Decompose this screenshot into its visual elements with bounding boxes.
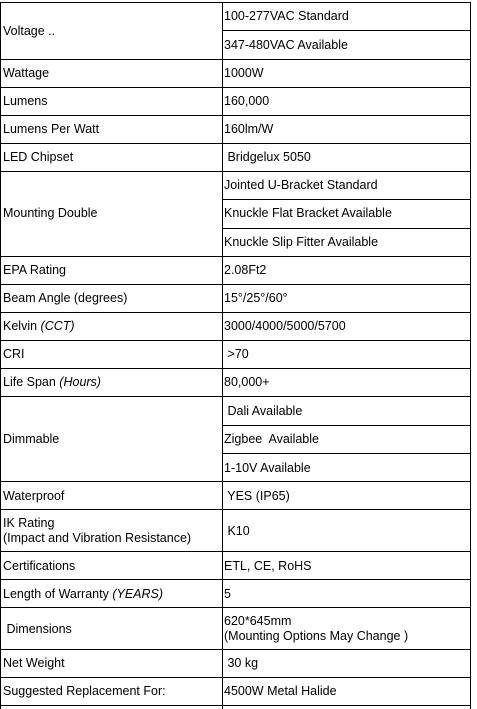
wattage-value: 1000W [224,66,264,80]
certifications-value: ETL, CE, RoHS [224,559,312,573]
beam-angle-value: 15°/25°/60° [224,291,288,305]
table-border-left [0,2,1,709]
row-divider [0,256,471,257]
row-divider [0,312,471,313]
row-divider [222,30,471,31]
net-weight-label: Net Weight [3,656,65,670]
row-divider [0,705,471,706]
warranty-value: 5 [224,587,231,601]
mounting-label: Mounting Double [3,206,98,220]
row-divider [0,677,471,678]
dimensions-label: Dimensions [3,622,72,636]
row-divider [0,509,471,510]
row-divider [0,59,471,60]
row-divider [0,143,471,144]
voltage-standard-value: 100-277VAC Standard [224,9,349,23]
ik-rating-label: IK Rating [3,516,55,530]
net-weight-value: 30 kg [224,656,259,670]
ik-rating-value: K10 [224,524,250,538]
warranty-label-text: Length of Warranty [3,587,113,601]
column-divider [222,2,223,709]
dimensions-note: (Mounting Options May Change ) [224,629,409,643]
replacement-value: 4500W Metal Halide [224,684,337,698]
row-divider [0,607,471,608]
row-divider [0,551,471,552]
row-divider [0,368,471,369]
epa-rating-label: EPA Rating [3,263,67,277]
mounting-option-1: Jointed U-Bracket Standard [224,178,378,192]
dimmable-option-3: 1-10V Available [224,461,311,475]
dimmable-option-2: Zigbee Available [224,432,319,446]
dimmable-label: Dimmable [3,432,60,446]
row-divider [0,87,471,88]
life-span-value: 80,000+ [224,375,270,389]
lumens-per-watt-value: 160lm/W [224,122,274,136]
beam-angle-label: Beam Angle (degrees) [3,291,128,305]
mounting-option-3: Knuckle Slip Fitter Available [224,235,379,249]
mounting-option-2: Knuckle Flat Bracket Available [224,206,392,220]
replacement-label: Suggested Replacement For: [3,684,166,698]
certifications-label: Certifications [3,559,76,573]
row-divider [0,115,471,116]
voltage-available-value: 347-480VAC Available [224,38,348,52]
row-divider [0,340,471,341]
waterproof-value: YES (IP65) [224,489,290,503]
kelvin-label-text: Kelvin [3,319,41,333]
life-span-label-text: Life Span [3,375,60,389]
dimensions-value: 620*645mm [224,614,292,628]
lumens-label: Lumens [3,94,48,108]
row-divider [0,579,471,580]
life-span-label [3,375,101,390]
kelvin-value: 3000/4000/5000/5700 [224,319,346,333]
kelvin-label [3,319,75,334]
row-divider [0,481,471,482]
row-divider [222,453,471,454]
cri-value: >70 [224,347,249,361]
voltage-label: Voltage .. [3,24,56,38]
ik-rating-sublabel: (Impact and Vibration Resistance) [3,531,192,545]
row-divider [222,199,471,200]
cri-label: CRI [3,347,25,361]
table-border-top [0,2,471,3]
row-divider [0,171,471,172]
life-span-label-unit: (Hours) [59,375,101,389]
row-divider [0,396,471,397]
waterproof-label: Waterproof [3,489,65,503]
kelvin-label-unit: (CCT) [40,319,75,333]
led-chipset-value: Bridgelux 5050 [224,150,311,164]
led-chipset-label: LED Chipset [3,150,74,164]
wattage-label: Wattage [3,66,50,80]
warranty-label [3,587,163,602]
row-divider [222,228,471,229]
warranty-label-unit: (YEARS) [112,587,164,601]
row-divider [0,284,471,285]
dimmable-option-1: Dali Available [224,404,303,418]
row-divider [222,425,471,426]
lumens-per-watt-label: Lumens Per Watt [3,122,100,136]
lumens-value: 160,000 [224,94,270,108]
row-divider [0,649,471,650]
table-border-right [470,2,471,709]
epa-rating-value: 2.08Ft2 [224,263,267,277]
